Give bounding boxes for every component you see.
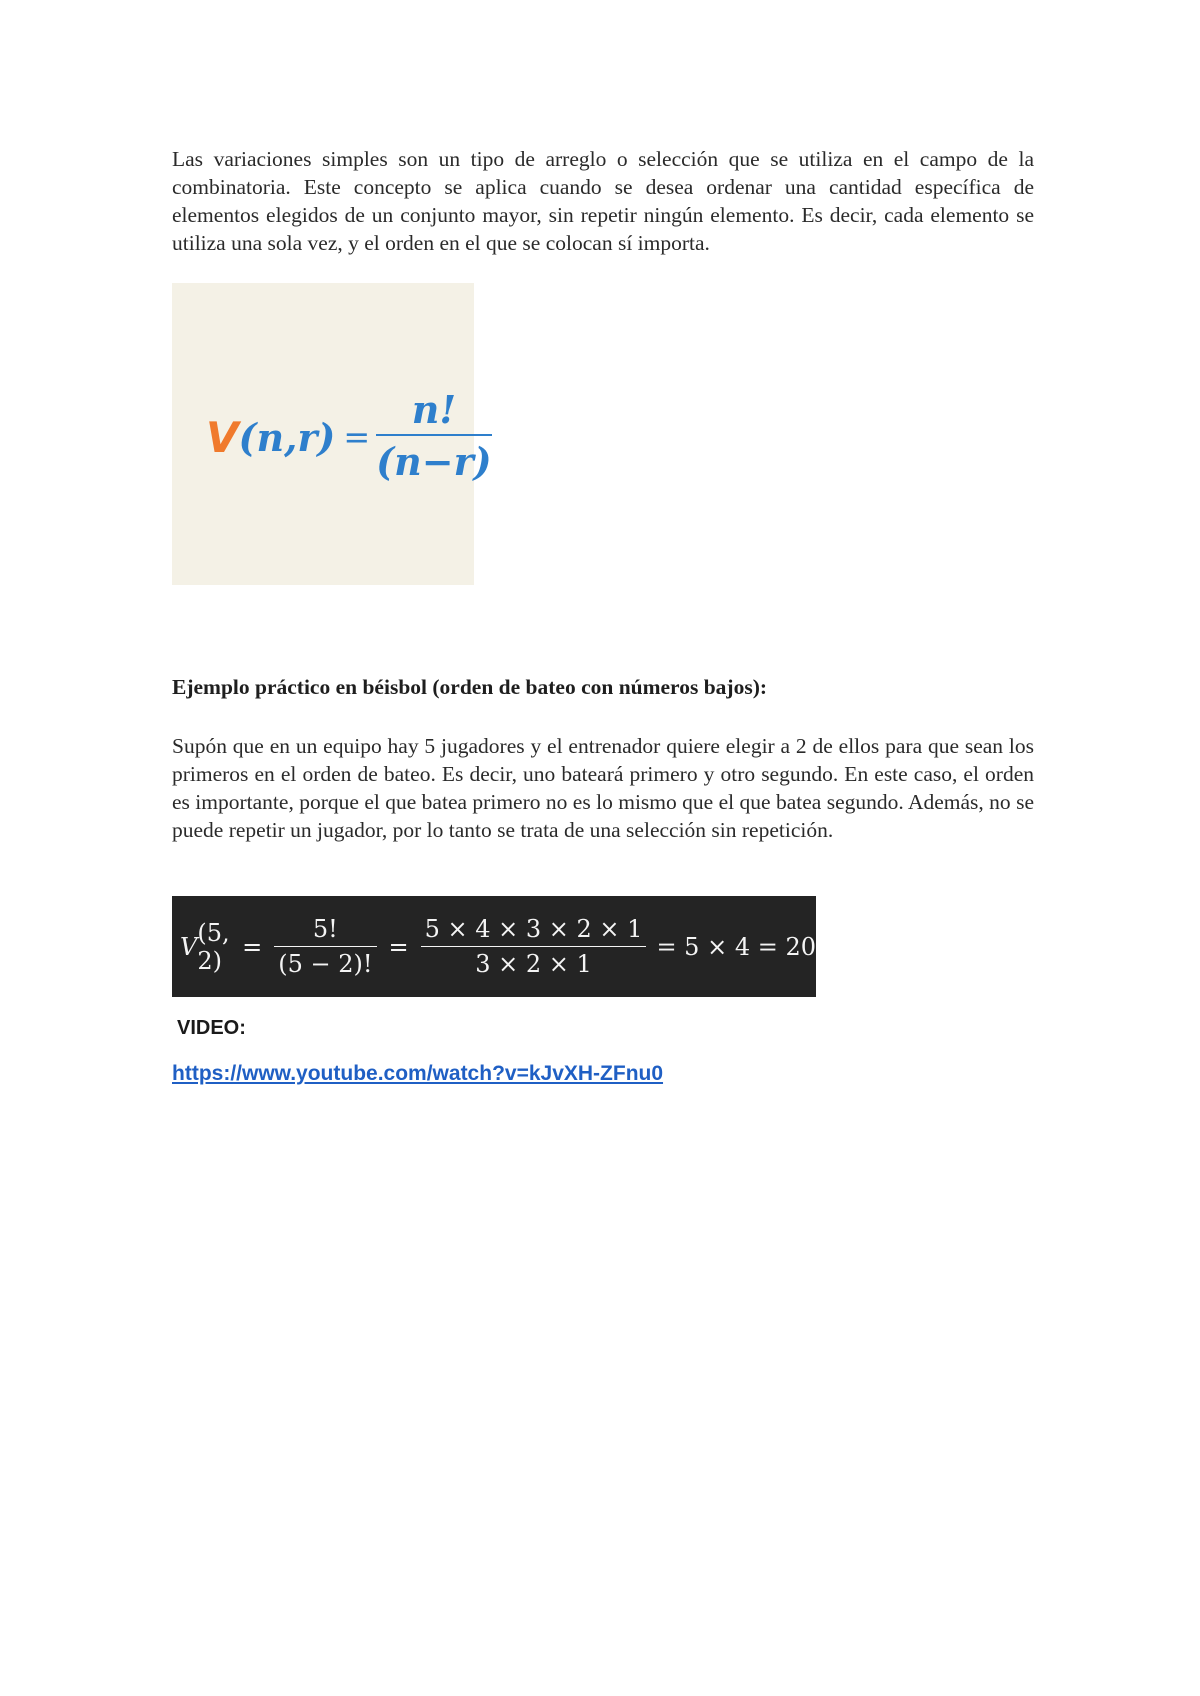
example-heading: Ejemplo práctico en béisbol (orden de bateo con números bajos): [172,675,768,699]
formula-denominator: (n−r) [376,439,492,484]
video-link[interactable]: https://www.youtube.com/watch?v=kJvXH-ZFnu0 [172,1062,664,1085]
calc-equals-2: = [388,932,409,961]
calc-fraction-1-numerator: 5! [312,914,338,943]
calc-equals-1: = [242,932,263,961]
calc-fraction-1 [274,912,376,982]
formula-equals: = [343,418,371,456]
intro-paragraph: Las variaciones simples son un tipo de arreglo o selección que se utiliza en el campo de la combinatoria. Este concepto se aplica cuando se desea ordenar una cantidad específica de elementos elegidos de un conjunto mayor, sin repetir ningún elemento. Es decir, cada elemento se utiliza una sola vez, y el orden en el que se colocan sí importa. [172,147,1034,255]
calc-fraction-2 [421,912,647,982]
variation-formula-image [172,283,492,585]
calc-fraction-2-denominator: 3 × 2 × 1 [475,950,592,979]
formula-args: (n,r) [238,414,336,460]
formula-line [206,386,492,488]
calc-fraction-1-denominator: (5 − 2)! [278,950,373,979]
calculation-formula-image [172,896,816,997]
calc-fraction-2-numerator: 5 × 4 × 3 × 2 × 1 [424,914,643,943]
example-paragraph: Supón que en un equipo hay 5 jugadores y el entrenador quiere elegir a 2 de ellos para que sean los primeros en el orden de bateo. Es decir, uno bateará primero y otro segundo. En este caso, el orden es importante, porque el que batea primero no es lo mismo que el que batea segundo. Además, no se puede repetir un jugador, por lo tanto se trata de una selección sin repetición. [172,734,1034,842]
calc-result: = 5 × 4 = 20 [656,932,816,961]
video-label: VIDEO: [177,1017,246,1039]
formula-fraction [376,386,491,488]
formula-symbol: V [206,412,239,462]
formula-numerator: n! [411,387,457,432]
calc-args: (5, 2) [197,918,230,975]
calc-symbol: V [180,932,198,961]
